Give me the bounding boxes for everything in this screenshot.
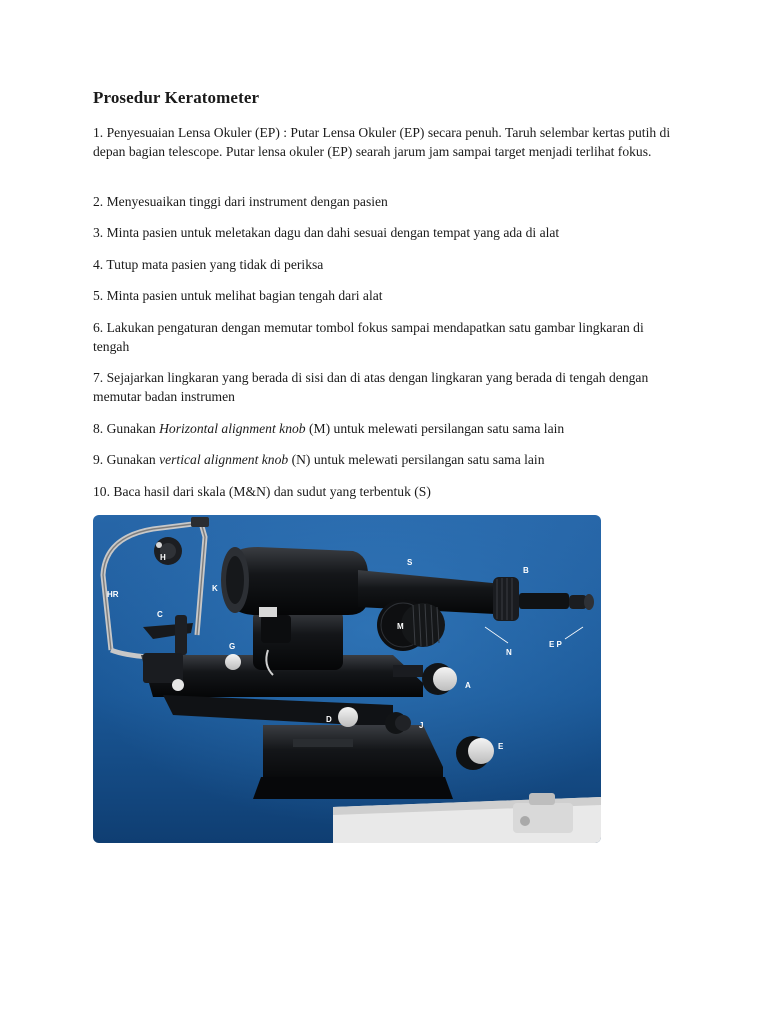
keratometer-illustration (93, 515, 601, 843)
label-c: C (157, 610, 163, 619)
label-h: H (160, 553, 166, 562)
label-hr: HR (107, 590, 119, 599)
step-9-suffix: (N) untuk melewati persilangan satu sama lain (288, 452, 545, 467)
step-7: 7. Sejajarkan lingkaran yang berada di sisi dan di atas dengan lingkaran yang berada di tengah dengan memutar badan instrumen (93, 370, 649, 404)
label-n: N (506, 648, 512, 657)
step-2: 2. Menyesuaikan tinggi dari instrument dengan pasien (93, 194, 388, 209)
step-6: 6. Lakukan pengaturan dengan memutar tombol fokus sampai mendapatkan satu gambar lingkaran di tengah (93, 320, 644, 354)
label-k: K (212, 584, 218, 593)
label-a: A (465, 681, 471, 690)
step-10: 10. Baca hasil dari skala (M&N) dan sudut yang terbentuk (S) (93, 484, 431, 499)
knob-g (225, 654, 241, 670)
step-8 (93, 419, 673, 438)
step-1: 1. Penyesuaian Lensa Okuler (EP) : Putar Lensa Okuler (EP) secara penuh. Taruh selembar kertas putih di depan bagian telescope. Putar lensa okuler (EP) searah jarum jam sampai target menjadi terlihat fokus. (93, 125, 671, 159)
step-8-emphasis: Horizontal alignment knob (159, 421, 306, 436)
knob-d (338, 707, 358, 727)
page-title: Prosedur Keratometer (93, 88, 260, 107)
step-9-emphasis: vertical alignment knob (159, 452, 289, 467)
label-m: M (397, 622, 404, 631)
keratometer-photo (93, 515, 601, 843)
label-b: B (523, 566, 529, 575)
step-3: 3. Minta pasien untuk meletakan dagu dan dahi sesuai dengan tempat yang ada di alat (93, 225, 560, 240)
label-ep: E P (549, 640, 562, 649)
step-4: 4. Tutup mata pasien yang tidak di periksa (93, 257, 324, 272)
label-d: D (326, 715, 332, 724)
step-9 (93, 450, 673, 469)
step-5: 5. Minta pasien untuk melihat bagian tengah dari alat (93, 288, 383, 303)
step-8-suffix: (M) untuk melewati persilangan satu sama lain (305, 421, 565, 436)
label-j: J (419, 721, 424, 730)
horizontal-alignment-knob (377, 599, 445, 651)
step-8-prefix: 8. Gunakan (93, 421, 160, 436)
label-s: S (407, 558, 413, 567)
label-e: E (498, 742, 504, 751)
label-g: G (229, 642, 236, 651)
step-9-prefix: 9. Gunakan (93, 452, 160, 467)
